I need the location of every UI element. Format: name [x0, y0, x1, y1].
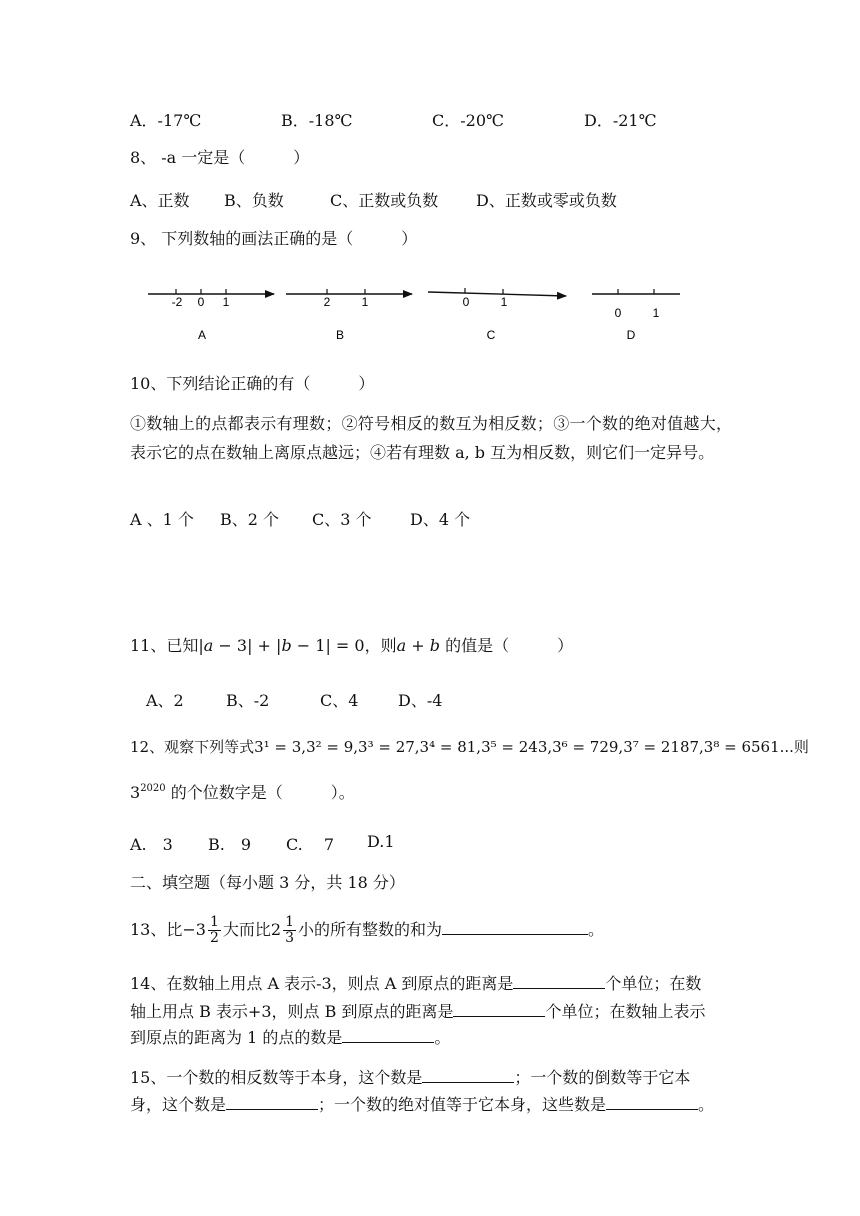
q15-blank-1[interactable] — [422, 1066, 514, 1083]
number-line-b — [286, 289, 412, 342]
q8-option-a: A、正数 — [130, 191, 190, 210]
q11-option-b: B、-2 — [226, 691, 270, 710]
q10-option-a: A 、1 个 — [130, 510, 194, 529]
q14-blank-1[interactable] — [513, 972, 605, 989]
q12-option-b: B. 9 — [208, 835, 252, 854]
q7-option-b: B．-18℃ — [281, 111, 353, 130]
tick-label-c-2: 1 — [500, 295, 508, 309]
q10-option-b: B、2 个 — [220, 510, 280, 529]
q14-blank-2[interactable] — [453, 1000, 545, 1017]
q15-blank-3[interactable] — [606, 1093, 698, 1110]
axis-letter-d: D — [626, 328, 636, 342]
q12-equations: 3¹ = 3,3² = 9,3³ = 27,3⁴ = 81,3⁵ = 243,3⁶ = 729,3⁷ = 2187,3⁸ = 6561...则 — [254, 738, 809, 756]
q13-neg-three: −3 — [182, 920, 206, 939]
q15-line-2: 身，这个数是 ；一个数的绝对值等于它本身，这些数是 。 — [130, 1095, 715, 1114]
tick-label-c-1: 0 — [462, 295, 470, 309]
q13-fraction-third: $\frac{1}{3}$ — [285, 914, 295, 946]
q10-option-c: C、3 个 — [312, 510, 372, 529]
q10-option-d: D、4 个 — [410, 510, 471, 529]
q10-body: ①数轴上的点都表示有理数；②符号相反的数互为相反数；③一个数的绝对值越大，表示它的点在数轴上离原点越远；④若有理数 a, b 互为相反数，则它们一定异号。 — [130, 414, 732, 462]
q7-option-d: D．-21℃ — [584, 111, 657, 130]
number-line-c — [428, 288, 566, 342]
q11-option-d: D、-4 — [398, 691, 443, 710]
q11-suffix: 的值是（ ） — [440, 636, 574, 655]
q11-equation: |a − 3| + |b − 1| = 0 — [198, 636, 365, 655]
q15-line-1: 15、一个数的相反数等于本身，这个数是 ；一个数的倒数等于它本 — [130, 1068, 691, 1087]
q8-option-c: C、正数或负数 — [330, 191, 439, 210]
q12-option-a: A. 3 — [130, 835, 173, 854]
q13-stem: 13、比−3 $\frac{1}{2}$ 大而比2 $\frac{1}{3}$ 小的所有整数的和为 。 — [130, 914, 605, 946]
tick-label-a-3: 1 — [222, 295, 230, 309]
section-2-heading: 二、填空题（每小题 3 分，共 18 分） — [130, 873, 405, 892]
q14-line-1: 14、在数轴上用点 A 表示-3，则点 A 到原点的距离是 个单位；在数 — [130, 974, 702, 993]
q10-stem: 10、下列结论正确的有（ ） — [130, 374, 375, 393]
axis-letter-b: B — [335, 328, 345, 342]
q11-stem — [130, 635, 573, 657]
q12-question: 的个位数字是（ ）。 — [165, 783, 355, 802]
q14-line-3: 到原点的距离为 1 的点的数是 。 — [130, 1028, 451, 1047]
number-line-a — [148, 289, 274, 342]
q15-blank-2[interactable] — [226, 1093, 318, 1110]
q7-option-a: A．-17℃ — [130, 111, 202, 130]
tick-label-b-2: 1 — [361, 295, 369, 309]
q9-stem: 9、 下列数轴的画法正确的是（ ） — [130, 229, 418, 248]
tick-label-d-2: 1 — [652, 306, 660, 320]
q12-power: $3^{2020}$ — [130, 783, 166, 802]
number-line-d — [592, 289, 680, 342]
q11-prefix: 11、已知 — [130, 636, 199, 655]
q14-line-2: 轴上用点 B 表示+3，则点 B 到原点的距离是 个单位；在数轴上表示 — [130, 1002, 706, 1021]
q7-option-c: C．-20℃ — [432, 111, 504, 130]
q12-line-1 — [130, 736, 809, 758]
q13-two: 2 — [270, 920, 282, 939]
q11-sum: a + b — [396, 636, 440, 655]
axis-letter-a: A — [197, 328, 207, 342]
tick-label-d-1: 0 — [614, 306, 622, 320]
q12-line-2 — [130, 782, 355, 804]
tick-label-a-2: 0 — [197, 295, 205, 309]
q12-option-c: C. 7 — [286, 835, 335, 854]
q8-option-d: D、正数或零或负数 — [476, 191, 617, 210]
q11-option-c: C、4 — [320, 691, 359, 710]
q11-option-a: A、2 — [146, 691, 184, 710]
q8-stem: 8、 -a 一定是（ ） — [130, 148, 310, 167]
q11-mid: ，则 — [364, 636, 397, 655]
q9-number-line-figure — [140, 280, 700, 350]
q8-option-b: B、负数 — [224, 191, 284, 210]
q12-prefix: 12、观察下列等式 — [130, 738, 255, 756]
axis-letter-c: C — [486, 328, 496, 342]
q13-fraction-half: $\frac{1}{2}$ — [209, 914, 219, 946]
q14-blank-3[interactable] — [342, 1026, 434, 1043]
tick-label-a-1: -2 — [171, 295, 183, 309]
q13-answer-blank[interactable] — [442, 918, 588, 935]
q12-option-d: D.1 — [367, 832, 395, 851]
tick-label-b-1: 2 — [323, 295, 331, 309]
